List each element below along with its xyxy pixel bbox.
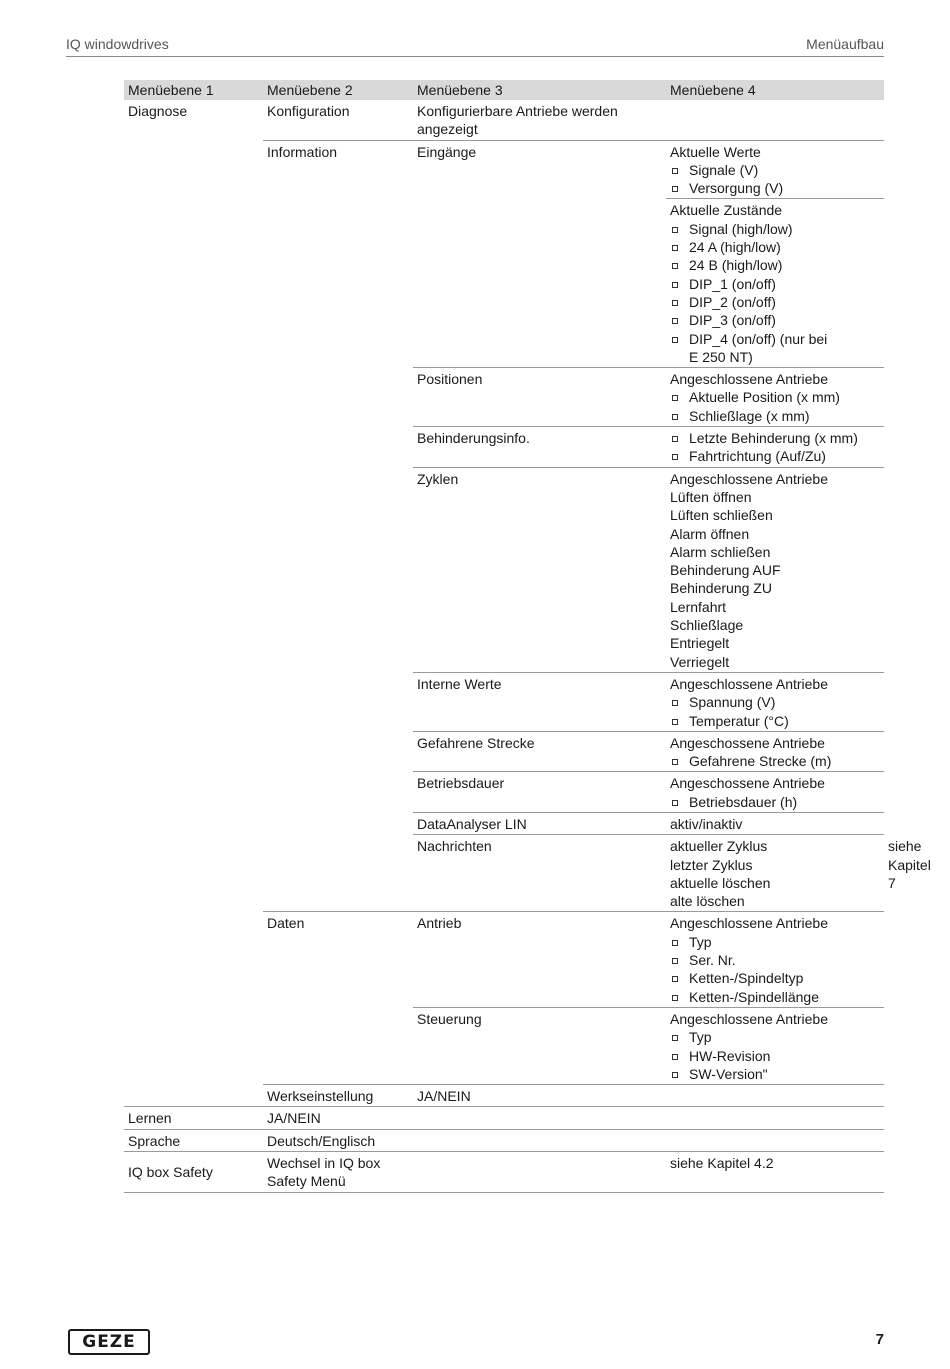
level3-cell [413, 1129, 666, 1151]
cell-line: Angeschlossene Antriebe [670, 675, 828, 692]
list-item: DIP_2 (on/off) [670, 293, 880, 311]
level3-cell: Zyklen [413, 467, 666, 672]
level4-cell [666, 731, 884, 772]
level1-cell: Werkseinstellung [263, 1085, 413, 1107]
level2-cell: Konfiguration [267, 103, 350, 119]
list-item: Temperatur (°C) [670, 712, 880, 730]
level4-cell [666, 368, 884, 427]
cell-line: aktueller Zyklus [670, 838, 768, 855]
cell-line: Angeschlossene Antriebe [670, 371, 828, 388]
column-header: Menüebene 2 [263, 80, 413, 100]
level4-cell [666, 140, 884, 199]
list-item [670, 330, 880, 367]
level3-cell: Gefahrene Strecke [413, 731, 666, 772]
list-item: Schließlage (x mm) [670, 407, 880, 425]
list-item: Typ [670, 933, 880, 951]
cell-line: Angeschlossene Antriebe [670, 1010, 828, 1027]
cell-line: Wechsel in IQ box [267, 1155, 381, 1172]
level3-cell [413, 100, 666, 140]
level1-cell: Lernen [124, 1107, 263, 1129]
table-row [124, 1152, 884, 1193]
cell-line: Behinderung ZU [670, 580, 772, 597]
header-section-title: Menüaufbau [806, 36, 884, 52]
list-item: Ketten-/Spindellänge [670, 988, 880, 1006]
level3-cell: Behinderungsinfo. [413, 427, 666, 468]
level4-cell [666, 1107, 884, 1129]
level3-cell [666, 1085, 884, 1107]
cell-line: Angeschlossene Antriebe [670, 470, 828, 487]
cell-line: Aktuelle Werte [670, 143, 761, 160]
column-header: Menüebene 3 [413, 80, 666, 100]
level1-cell: Sprache [124, 1129, 263, 1151]
list-item: SW-Version" [670, 1065, 880, 1083]
level4-cell [666, 672, 884, 731]
cell-line: Angeschossene Antriebe [670, 734, 825, 751]
table-row [124, 100, 884, 140]
table-row [124, 1129, 884, 1151]
list-item: DIP_1 (on/off) [670, 275, 880, 293]
cell-line: letzter Zyklus [670, 856, 753, 873]
cell-line: Lüften schließen [670, 507, 773, 524]
level3-cell: Positionen [413, 368, 666, 427]
level4-cell [666, 467, 884, 672]
level3-cell: Antrieb [413, 912, 666, 1007]
column-header: Menüebene 4 [666, 80, 884, 100]
menu-structure-table [124, 80, 931, 1193]
cell-line: DIP_4 (on/off) (nur bei [689, 330, 828, 347]
list-item: 24 B (high/low) [670, 256, 880, 274]
list-item: Gefahrene Strecke (m) [670, 752, 880, 770]
page-header [66, 34, 884, 57]
page-number: 7 [875, 1331, 884, 1348]
level4-cell [666, 199, 884, 368]
level4-cell [666, 772, 884, 813]
level2-cell: JA/NEIN [263, 1107, 413, 1129]
list-item: Ketten-/Spindeltyp [670, 969, 880, 987]
level2-cell [263, 1152, 413, 1193]
list-item: Typ [670, 1028, 880, 1046]
cell-line: Konfigurierbare Antriebe werden [417, 103, 618, 119]
list-item: Spannung (V) [670, 693, 880, 711]
cell-line: Aktuelle Zustände [670, 202, 783, 219]
cell-line: Angeschlossene Antriebe [670, 915, 828, 932]
cell-line: alte löschen [670, 893, 745, 910]
list-item: Ser. Nr. [670, 951, 880, 969]
cell-line: Angeschossene Antriebe [670, 775, 825, 792]
level3-cell [666, 835, 884, 912]
cell-line: aktuelle löschen [670, 874, 771, 891]
list-item: Aktuelle Position (x mm) [670, 388, 880, 406]
level2-cell: JA/NEIN [413, 1085, 666, 1107]
level1-cell: IQ box Safety [124, 1152, 263, 1193]
level3-cell: Betriebsdauer [413, 772, 666, 813]
level3-cell [413, 1107, 666, 1129]
list-item: HW-Revision [670, 1047, 880, 1065]
cell-line: Verriegelt [670, 653, 730, 670]
level4-cell [666, 427, 884, 468]
level4-cell: siehe Kapitel 4.2 [666, 1152, 884, 1193]
geze-logo: GEZE [68, 1329, 150, 1355]
level2-cell: Information [263, 140, 413, 912]
list-item: Signal (high/low) [670, 220, 880, 238]
list-item: 24 A (high/low) [670, 238, 880, 256]
list-item: DIP_3 (on/off) [670, 311, 880, 329]
level2-cell: Nachrichten [413, 835, 666, 912]
list-item: Signale (V) [670, 161, 880, 179]
cell-line: Alarm schließen [670, 543, 771, 560]
cell-line: E 250 NT) [689, 348, 753, 365]
cell-line: Schließlage [670, 617, 744, 634]
cell-line: Behinderung AUF [670, 562, 781, 579]
level4-cell [666, 100, 884, 140]
level1-cell: Diagnose [128, 103, 188, 119]
column-header: Menüebene 1 [124, 80, 263, 100]
level2-cell: Daten [263, 912, 413, 1085]
cell-line: Lüften öffnen [670, 488, 752, 505]
cell-line: Entriegelt [670, 635, 730, 652]
header-product-name: IQ windowdrives [66, 36, 169, 52]
level3-cell: Eingänge [413, 140, 666, 368]
level4-cell [666, 1129, 884, 1151]
cell-line: Lernfahrt [670, 598, 727, 615]
table-row: Nachrichten aktueller Zyklus letzter Zyklus aktuelle löschen alte löschen siehe Kapitel 7 [124, 835, 884, 912]
level4-cell: aktiv/inaktiv [666, 812, 884, 834]
level4-cell [666, 1007, 884, 1084]
table-row [124, 1107, 884, 1129]
level3-cell: DataAnalyser LIN [413, 812, 666, 834]
list-item: Fahrtrichtung (Auf/Zu) [670, 447, 880, 465]
level3-cell [413, 1152, 666, 1193]
level3-cell: Interne Werte [413, 672, 666, 731]
cell-line: Alarm öffnen [670, 525, 750, 542]
list-item: Versorgung (V) [670, 179, 880, 197]
list-item: Betriebsdauer (h) [670, 793, 880, 811]
cell-line: angezeigt [417, 121, 478, 138]
list-item: Letzte Behinderung (x mm) [670, 429, 880, 447]
level3-cell: Steuerung [413, 1007, 666, 1084]
level4-cell [666, 912, 884, 1007]
cell-line: Safety Menü [267, 1173, 346, 1190]
table-header-row [124, 80, 884, 100]
level2-cell: Deutsch/Englisch [263, 1129, 413, 1151]
